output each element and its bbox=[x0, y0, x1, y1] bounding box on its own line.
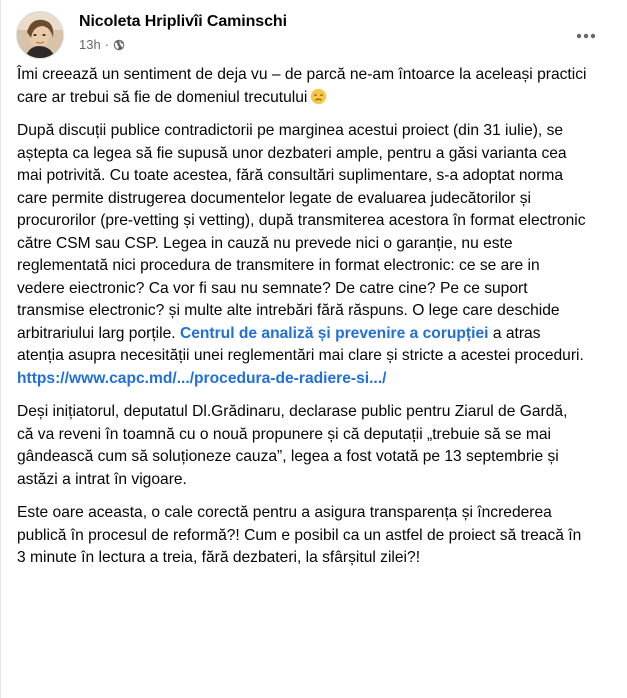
post-meta bbox=[79, 37, 125, 52]
post-body bbox=[17, 64, 587, 581]
paragraph-2-text-continued: a atras atenția asupra necesității unei reglementări mai clare și stricte a acestei proceduri. bbox=[17, 324, 584, 364]
more-options-icon bbox=[576, 33, 596, 39]
avatar[interactable] bbox=[16, 11, 64, 59]
post-timestamp[interactable]: 13h bbox=[79, 37, 101, 52]
post-paragraph-2 bbox=[17, 120, 587, 390]
meta-separator: · bbox=[104, 37, 110, 52]
post-header bbox=[13, 8, 618, 58]
globe-icon[interactable] bbox=[113, 39, 125, 51]
disappointed-face-emoji bbox=[310, 88, 327, 105]
post-paragraph-3: Deși inițiatorul, deputatul Dl.Grădinaru, declarase public pentru Ziarul de Gardă, că va reveni în toamnă cu o nouă propunere și că deputații „trebuie să se mai gândească cum să soluționeze cauza”, legea a fost votată pe 13 septembrie și astăzi a intrat în vigoare. bbox=[17, 403, 568, 488]
mention-link-capc[interactable]: Centrul de analiză și prevenire a corupției bbox=[179, 324, 489, 342]
post-paragraph-1 bbox=[17, 64, 587, 109]
more-options-button[interactable] bbox=[568, 18, 604, 54]
avatar-photo bbox=[17, 12, 63, 58]
url-link[interactable]: https://www.capc.md/.../procedura-de-radiere-si.../ bbox=[17, 369, 387, 387]
paragraph-2-text: După discuții publice contradictorii pe marginea acestui proiect (din 31 iulie), se aștepta ca legea să fie supusă unor dezbateri ample, pentru a găsi varianta cea mai potrivită. Cu toate acestea, fără consultări suplimentare, s-a adoptat norma care permite distrugerea documentelor legate de evaluarea judecătorilor și procurorilor (pre-vetting și vetting), după transmiterea acestora în format electronic către CSM sau CSP. Legea in cauză nu prevede nici o garanție, nu este reglementată nici procedura de transmitere in format electronic: ce se are in vedere eiectronic? Ca vor fi sau nu semnate? De catre cine? Pe ce suport transmise electronic? și multe alte intrebări fără răspuns. O lege care deschide arbitrariului larg porțile. bbox=[17, 122, 586, 342]
paragraph-1-text: Îmi creează un sentiment de deja vu – de parcă ne-am întoarce la aceleași practici care ar trebui să fie de domeniul trecutului bbox=[17, 66, 587, 106]
post-paragraph-4: Este oare aceasta, o cale corectă pentru a asigura transparența și încrederea publică în procesul de reformă?! Cum e posibil ca un astfel de proiect să treacă în 3 minute în lectura a treia, fără dezbateri, la sfârșitul zilei?! bbox=[17, 504, 582, 566]
author-name[interactable]: Nicoleta Hriplivîi Caminschi bbox=[79, 13, 287, 30]
